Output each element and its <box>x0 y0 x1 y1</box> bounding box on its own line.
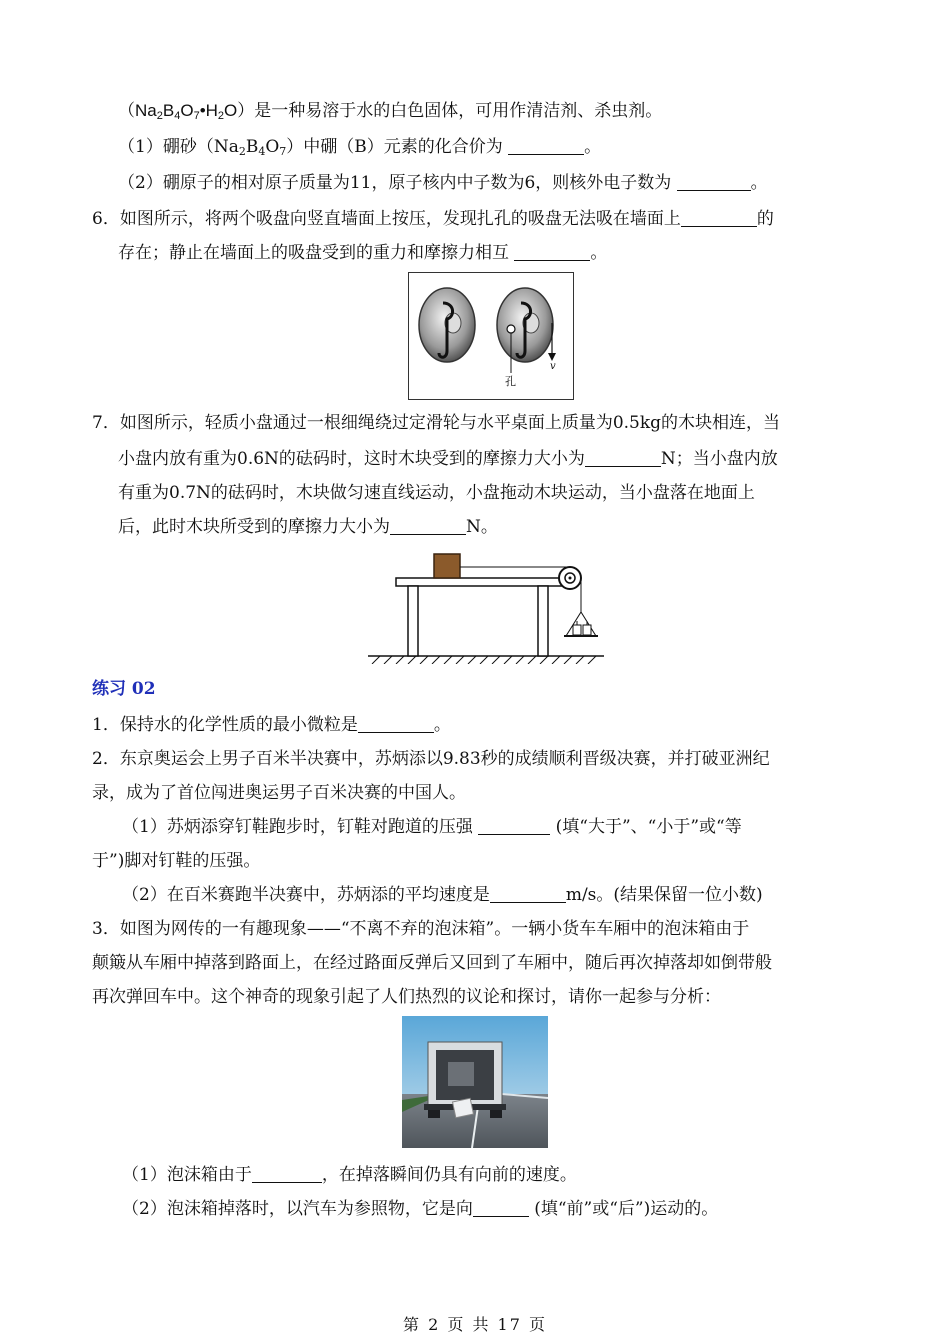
q5-intro-line <box>118 98 662 124</box>
answer-blank[interactable] <box>390 516 466 535</box>
table <box>396 578 562 656</box>
q7-text: N；当小盘内放 <box>660 449 778 469</box>
q5-formula <box>135 101 237 120</box>
q5-p1-text: O <box>265 137 280 157</box>
e3-p1-text: （1）泡沫箱由于 <box>122 1165 252 1185</box>
subscript: 2 <box>156 110 163 122</box>
e3-line2: 颠簸从车厢中掉落到路面上，在经过路面反弹后又回到了车厢中，随后再次掉落却如倒带般 <box>92 953 772 973</box>
q7-text: 后，此时木块所受到的摩擦力大小为 <box>118 517 390 537</box>
q5-p1-text: ）中硼（B）元素的化合价为 <box>286 137 509 157</box>
q5-part1 <box>118 134 601 160</box>
e2-part1 <box>122 814 742 840</box>
suction-cup-right <box>497 288 553 373</box>
q6-text: 6．如图所示，将两个吸盘向竖直墙面上按压，发现扎孔的吸盘无法吸在墙面上 <box>92 209 681 229</box>
q5-part2 <box>118 170 768 196</box>
e2-p2-text: （2）在百米赛跑半决赛中，苏炳添的平均速度是 <box>122 885 490 905</box>
subscript: 4 <box>174 110 181 122</box>
subscript: 2 <box>238 145 246 158</box>
subscript: 2 <box>217 110 225 122</box>
answer-blank[interactable] <box>585 448 661 467</box>
q5-p1-text: B <box>245 137 259 157</box>
q5-p2-end: 。 <box>750 173 768 193</box>
q7-text: 小盘内放有重为0.6N的砝码时，这时木块受到的摩擦力大小为 <box>118 449 585 469</box>
e2-part1-cont: 于”)脚对钉鞋的压强。 <box>92 851 261 871</box>
e3-part1 <box>122 1162 577 1188</box>
subscript: 4 <box>258 145 266 158</box>
suction-cup-left <box>419 288 475 362</box>
e2-line1: 2．东京奥运会上男子百米半决赛中，苏炳添以9.83秒的成绩顺利晋级决赛，并打破亚洲纪 <box>92 749 770 769</box>
q6-text: 存在；静止在墙面上的吸盘受到的重力和摩擦力相互 <box>118 243 515 263</box>
e1-text: 1．保持水的化学性质的最小微粒是 <box>92 715 358 735</box>
e3-line1: 3．如图为网传的一有趣现象——“不离不弃的泡沫箱”。一辆小货车车厢中的泡沫箱由于 <box>92 919 750 939</box>
formula-part: Na <box>135 101 157 120</box>
e2-part2 <box>122 882 763 908</box>
subscript: 7 <box>193 110 200 122</box>
hole-label: 孔 <box>505 375 516 388</box>
velocity-label: v <box>550 361 556 372</box>
e3-part2 <box>122 1196 718 1222</box>
page-footer: 第 2 页 共 17 页 <box>403 1315 547 1334</box>
q5-p1-end: 。 <box>584 137 602 157</box>
e1-text: 。 <box>433 715 451 735</box>
e2-p1-text: (填“大于”、“小于”或“等 <box>550 817 742 837</box>
q6-line1 <box>92 206 774 232</box>
q7-line3: 有重为0.7N的砝码时，木块做匀速直线运动，小盘拖动木块运动，当小盘落在地面上 <box>118 483 755 503</box>
truck-photo-illustration <box>402 1016 548 1148</box>
subscript: 7 <box>279 145 287 158</box>
formula-part: O <box>180 101 194 120</box>
hole-marker <box>507 325 515 333</box>
q7-line4 <box>118 514 498 540</box>
answer-blank[interactable] <box>677 172 751 191</box>
formula-part: B <box>162 101 175 120</box>
e2-line2: 录，成为了首位闯进奥运男子百米决赛的中国人。 <box>92 783 466 803</box>
q7-line2 <box>118 446 778 472</box>
suction-cup-diagram <box>409 273 573 399</box>
foam-box <box>453 1098 474 1117</box>
answer-blank[interactable] <box>473 1198 529 1217</box>
q7-text: N。 <box>466 517 498 537</box>
pulley <box>559 567 581 589</box>
answer-blank[interactable] <box>508 136 584 155</box>
wooden-block <box>434 554 460 578</box>
truck-photo <box>402 1016 548 1148</box>
pulley-table-figure <box>366 548 612 664</box>
e3-p2-text: (填“前”或“后”)运动的。 <box>528 1199 719 1219</box>
formula-part: O <box>224 101 238 120</box>
e3-p1-text: ，在掉落瞬间仍具有向前的速度。 <box>321 1165 577 1185</box>
ground <box>368 656 604 664</box>
q6-text: 的 <box>756 209 774 229</box>
answer-blank[interactable] <box>358 714 434 733</box>
q5-p1-text: （1）硼砂（Na <box>118 137 239 157</box>
suction-cup-figure <box>408 272 574 400</box>
section-title: 练习 02 <box>92 679 156 699</box>
e2-p1-text: （1）苏炳添穿钉鞋跑步时，钉鞋对跑道的压强 <box>122 817 479 837</box>
e3-line3: 再次弹回车中。这个神奇的现象引起了人们热烈的议论和探讨，请你一起参与分析： <box>92 987 721 1007</box>
q6-text: 。 <box>590 243 608 263</box>
answer-blank[interactable] <box>478 816 550 835</box>
answer-blank[interactable] <box>252 1164 322 1183</box>
pulley-diagram <box>366 548 612 664</box>
q5-intro-text: ）是一种易溶于水的白色固体，可用作清洁剂、杀虫剂。 <box>237 101 663 121</box>
q5-p2-text: （2）硼原子的相对原子质量为11，原子核内中子数为6，则核外电子数为 <box>118 173 677 193</box>
answer-blank[interactable] <box>681 208 757 227</box>
q5-paren-open: （ <box>118 101 135 121</box>
e3-p2-text: （2）泡沫箱掉落时，以汽车为参照物，它是向 <box>122 1199 473 1219</box>
answer-blank[interactable] <box>514 242 590 261</box>
e1-line <box>92 712 451 738</box>
q7-line1: 7．如图所示，轻质小盘通过一根细绳绕过定滑轮与水平桌面上质量为0.5kg的木块相连，当 <box>92 413 781 433</box>
formula-part: •H <box>199 101 218 120</box>
q6-line2 <box>118 240 607 266</box>
answer-blank[interactable] <box>490 884 566 903</box>
e2-p2-text: m/s。(结果保留一位小数) <box>565 885 763 905</box>
